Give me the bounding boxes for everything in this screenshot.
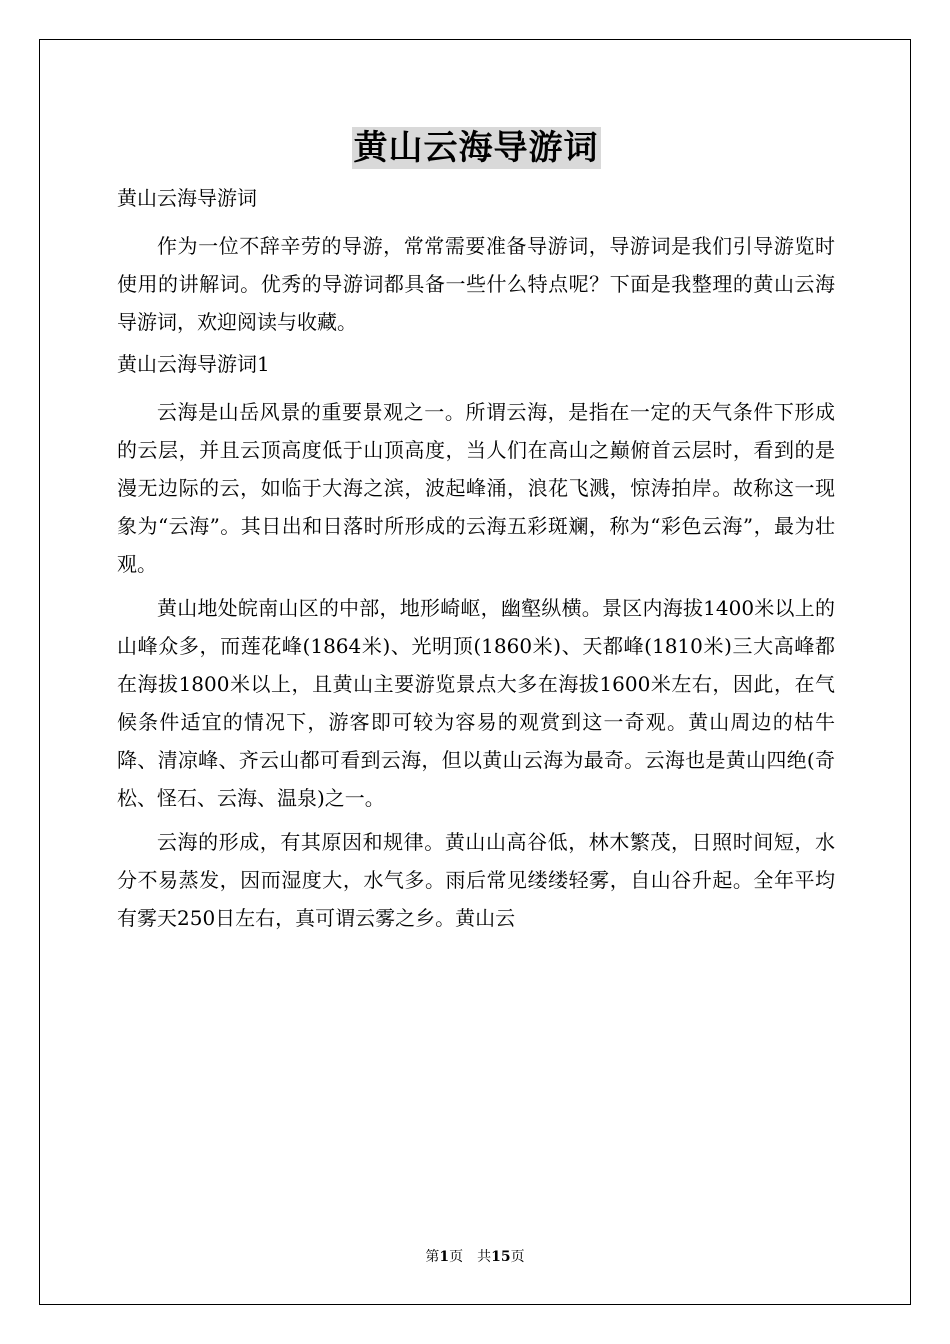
title-container xyxy=(117,127,835,171)
footer-prefix: 第 xyxy=(425,1249,440,1265)
heading-section-1: 黄山云海导游词1 xyxy=(117,352,270,376)
paragraph-3: 云海的形成，有其原因和规律。黄山山高谷低，林木繁茂，日照时间短，水分不易蒸发，因而湿度大，水气多。雨后常见缕缕轻雾，自山谷升起。全年平均有雾天250日左右，真可谓云雾之乡。黄山云 xyxy=(117,830,835,930)
heading-intro: 黄山云海导游词 xyxy=(117,186,257,210)
paragraph-1: 云海是山岳风景的重要景观之一。所谓云海，是指在一定的天气条件下形成的云层，并且云顶高度低于山顶高度，当人们在高山之巅俯首云层时，看到的是漫无边际的云，如临于大海之滨，波起峰涌，浪花飞溅，惊涛拍岸。故称这一现象为“云海”。其日出和日落时所形成的云海五彩斑斓，称为“彩色云海”，最为壮观。 xyxy=(117,400,835,576)
footer-suffix: 页 xyxy=(510,1249,525,1265)
footer-page-current: 1 xyxy=(439,1249,450,1265)
footer-mid: 页 共 xyxy=(449,1249,492,1265)
paragraph-intro: 作为一位不辞辛劳的导游，常常需要准备导游词，导游词是我们引导游览时使用的讲解词。优秀的导游词都具备一些什么特点呢？下面是我整理的黄山云海导游词，欢迎阅读与收藏。 xyxy=(117,234,835,334)
page-footer xyxy=(0,1248,950,1266)
document-body xyxy=(117,127,835,939)
footer-page-total: 15 xyxy=(491,1249,511,1265)
document-title: 黄山云海导游词 xyxy=(353,128,599,168)
paragraph-2: 黄山地处皖南山区的中部，地形崎岖，幽壑纵横。景区内海拔1400米以上的山峰众多，而莲花峰(1864米)、光明顶(1860米)、天都峰(1810米)三大高峰都在海拔1800米以上，且黄山主要游览景点大多在海拔1600米左右，因此，在气候条件适宜的情况下，游客即可较为容易的观赏到这一奇观。黄山周边的枯牛降、清凉峰、齐云山都可看到云海，但以黄山云海为最奇。云海也是黄山四绝(奇松、怪石、云海、温泉)之一。 xyxy=(117,596,835,810)
